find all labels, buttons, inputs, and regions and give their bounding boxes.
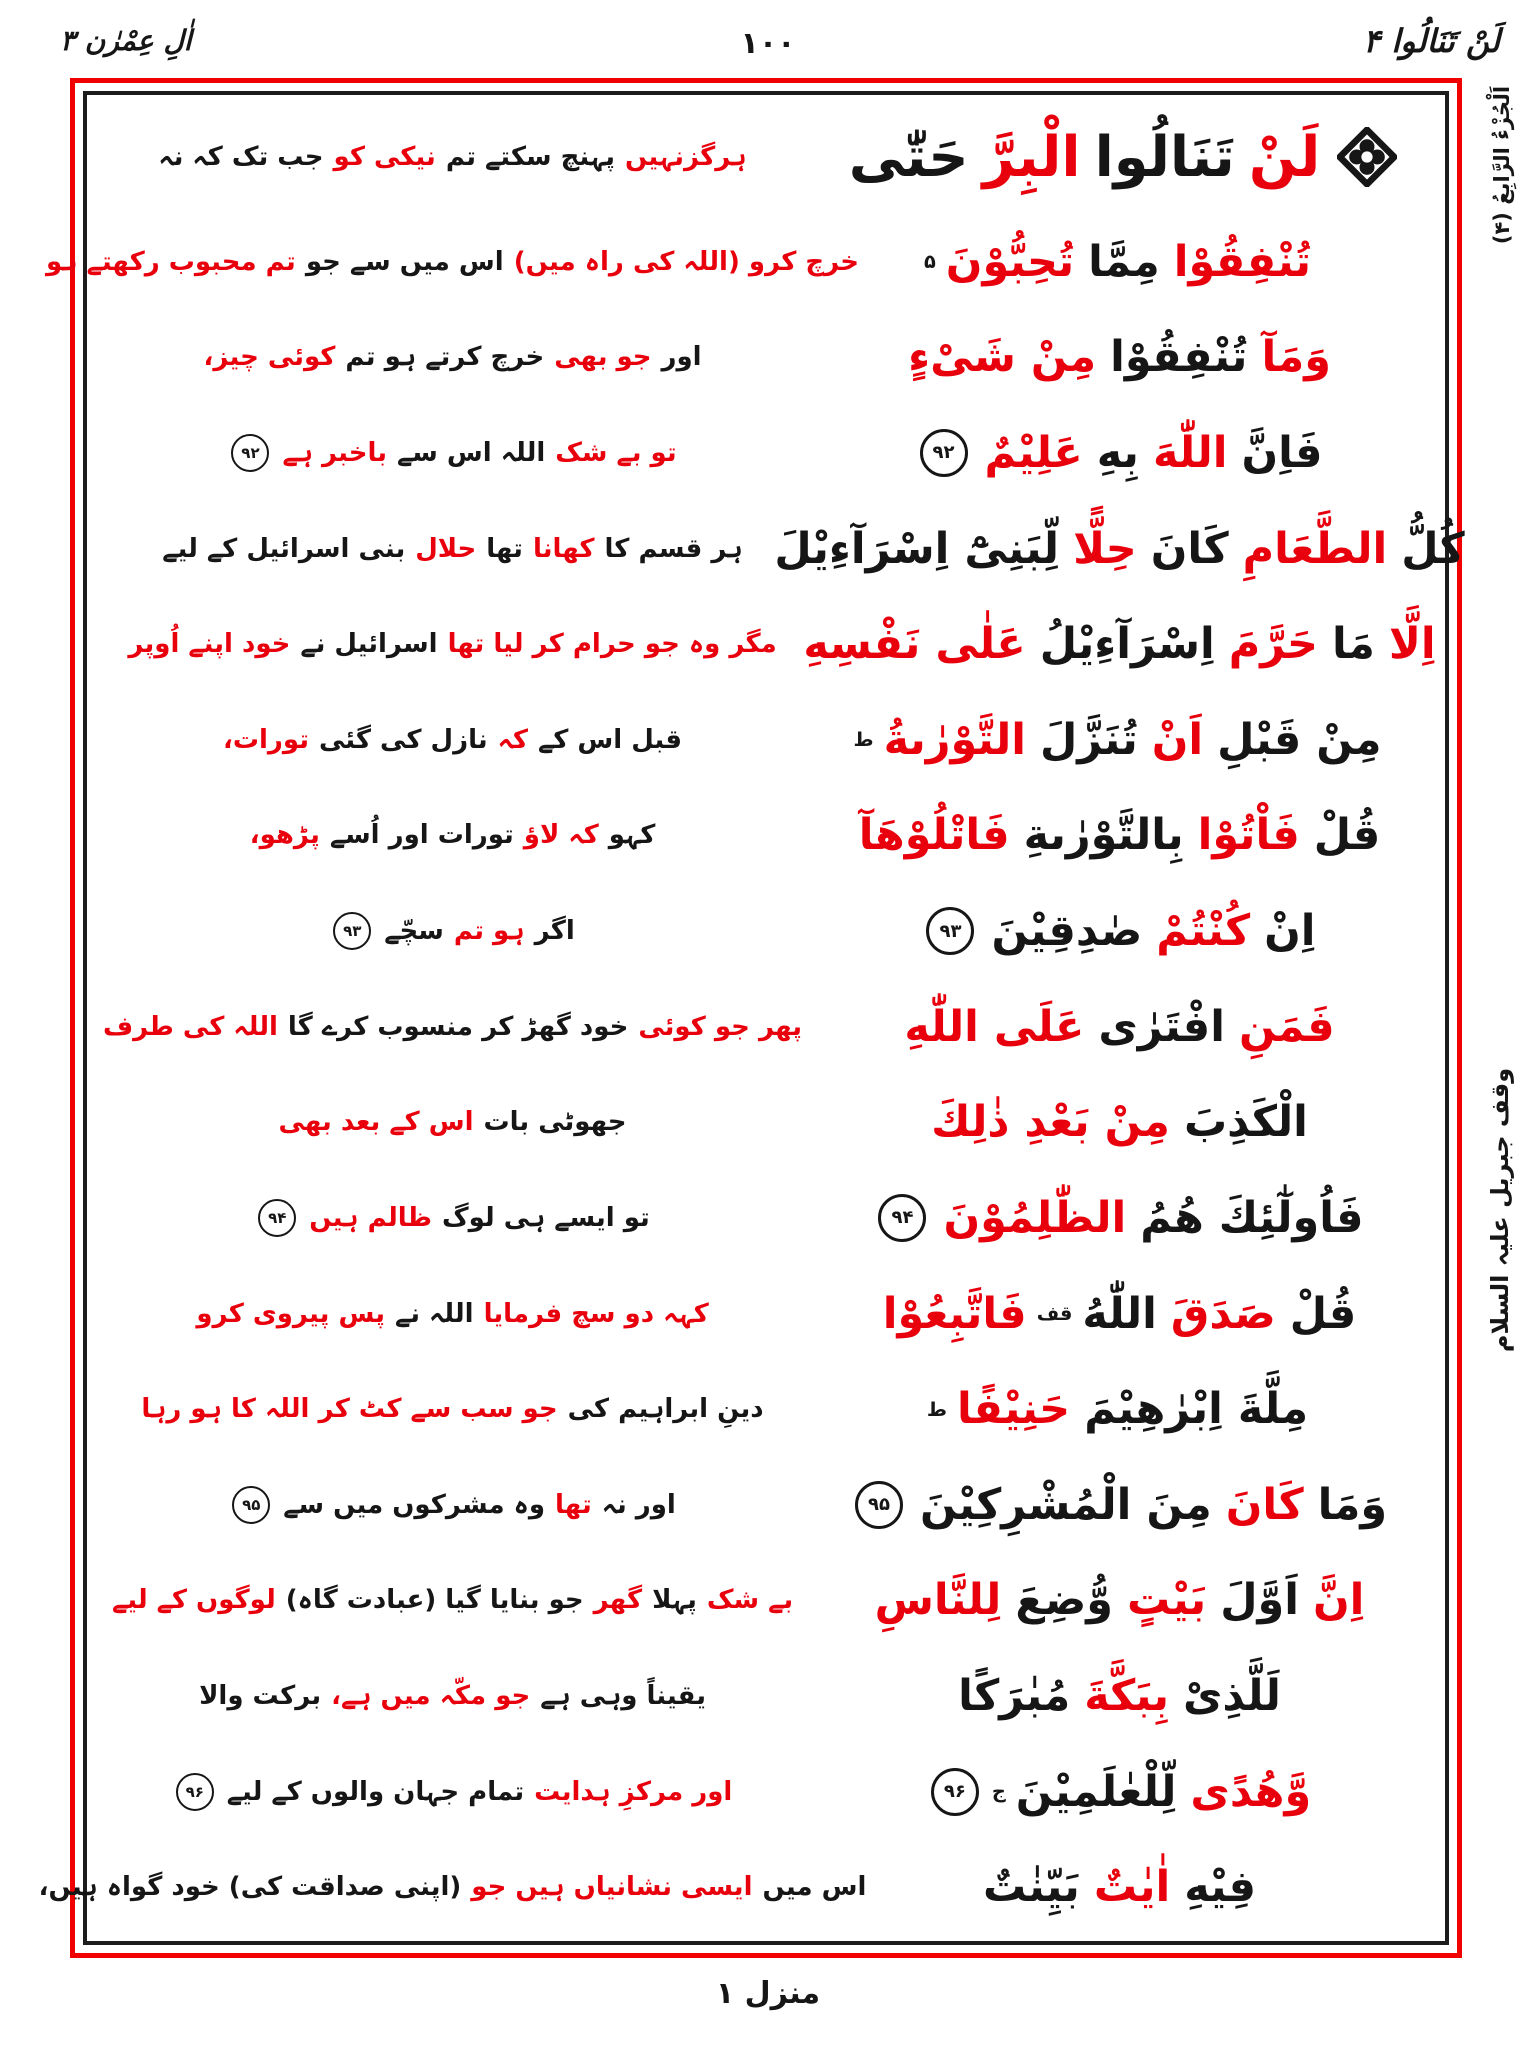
text-segment: وہ مشرکوں میں سے xyxy=(283,1489,546,1520)
text-segment: مَا xyxy=(1332,619,1375,670)
ayah-row xyxy=(99,405,1433,501)
ayah-row xyxy=(99,1170,1433,1266)
text-segment: اور xyxy=(661,342,702,373)
arabic-line xyxy=(806,237,1433,287)
text-segment: فِیْهِ xyxy=(1184,1862,1257,1913)
text-segment: تو بے شک xyxy=(555,437,677,468)
text-segment: حَرَّمَ xyxy=(1228,619,1319,670)
urdu-translation-line xyxy=(99,1681,806,1711)
text-segment: فَاِنَّ xyxy=(1241,427,1323,478)
text-segment: ہو تم xyxy=(453,916,525,947)
text-segment: اور مرکزِ ہدایت xyxy=(534,1776,733,1807)
arabic-line xyxy=(806,1289,1433,1339)
text-segment: کہ xyxy=(497,724,528,755)
text-segment: لَنْ xyxy=(1248,124,1321,190)
arabic-line xyxy=(806,715,1433,765)
text-segment: بَیِّنٰتٌ xyxy=(983,1862,1080,1913)
text-segment: جو بنایا گیا (عبادت گاہ) xyxy=(285,1585,584,1616)
text-segment: پھر جو کوئی xyxy=(638,1011,803,1042)
text-segment: الْبِرَّ xyxy=(982,124,1081,190)
text-segment: اس میں xyxy=(762,1872,867,1903)
urdu-translation-line xyxy=(99,1299,806,1329)
text-segment: لَلَّذِیْ xyxy=(1182,1671,1281,1722)
ayah-row xyxy=(99,692,1433,788)
urdu-translation-line xyxy=(99,534,806,564)
ayah-row xyxy=(99,309,1433,405)
text-segment: حِلًّا xyxy=(1073,523,1137,574)
text-segment: جھوٹی بات xyxy=(483,1107,627,1138)
ayah-row xyxy=(99,1744,1433,1840)
ayah-number-medallion: ۹۶ xyxy=(931,1768,979,1816)
text-segment: اِلَّا xyxy=(1388,619,1436,670)
text-segment: تورات، xyxy=(223,724,309,755)
text-segment: بَیْتٍ xyxy=(1126,1575,1207,1626)
waqf-mark: ط xyxy=(853,728,874,752)
arabic-line xyxy=(774,523,1465,574)
text-segment: نیکی کو xyxy=(333,142,436,173)
urdu-translation-line xyxy=(99,1012,806,1042)
outer-red-frame xyxy=(38,78,1465,1958)
ayah-row xyxy=(99,883,1433,979)
arabic-line xyxy=(806,1002,1433,1052)
text-segment: گھر xyxy=(593,1585,643,1616)
text-segment: وَمَآ xyxy=(1261,332,1331,383)
text-segment: نازل کی گئی xyxy=(318,724,488,755)
text-segment: ہر قسم کا xyxy=(604,533,743,564)
text-segment: بِالتَّوْرٰىةِ xyxy=(1023,810,1184,861)
text-segment: عَلَی اللّٰهِ xyxy=(904,1001,1085,1052)
text-segment: یقیناً وہی ہے xyxy=(540,1681,706,1712)
arabic-line xyxy=(806,1193,1433,1243)
text-segment: تھا xyxy=(555,1489,592,1520)
rub-el-hizb-ornament xyxy=(1337,127,1397,187)
text-segment: مِمَّا xyxy=(1088,236,1160,287)
ayah-row xyxy=(99,788,1433,884)
waqf-mark: قف xyxy=(1036,1302,1073,1326)
text-segment: جو سب سے کٹ کر اللہ کا ہو رہا xyxy=(141,1394,558,1425)
text-segment: الظّٰلِمُوْنَ xyxy=(943,1192,1127,1243)
ayah-row xyxy=(99,1553,1433,1649)
arabic-line xyxy=(806,906,1433,956)
arabic-line xyxy=(806,1767,1433,1817)
text-segment: اللہ کی طرف xyxy=(102,1011,278,1042)
text-segment: عَلٰی نَفْسِهِ xyxy=(803,619,1026,670)
text-segment: كُلُّ xyxy=(1401,523,1465,574)
ayah-row xyxy=(99,1266,1433,1362)
text-segment: جو بھی xyxy=(554,342,652,373)
text-segment: الطَّعَامِ xyxy=(1242,523,1388,574)
running-head-page-number: ۱۰۰ xyxy=(740,26,796,61)
text-segment: اَنْ xyxy=(1151,714,1204,765)
text-segment: حَتّٰى xyxy=(848,124,969,190)
arabic-line xyxy=(806,1862,1433,1912)
content-rows xyxy=(38,101,1465,1935)
text-segment: مُبٰرَكًا xyxy=(958,1671,1071,1722)
text-segment: کہہ دو سچ فرمایا xyxy=(483,1298,709,1329)
urdu-translation-line xyxy=(99,725,806,755)
arabic-line xyxy=(806,332,1433,382)
ayah-row xyxy=(99,1361,1433,1457)
ayah-row xyxy=(99,501,1465,597)
ayah-number-medallion: ۹۶ xyxy=(176,1773,214,1811)
text-segment: اللّٰهَ xyxy=(1152,427,1228,478)
arabic-line xyxy=(806,1575,1433,1625)
ayah-number-medallion: ۹۲ xyxy=(231,434,269,472)
text-segment: اسرائیل نے xyxy=(300,629,438,660)
text-segment: تَنَالُوا xyxy=(1094,124,1235,190)
urdu-translation-line xyxy=(99,342,806,372)
text-segment: تُنَزَّلَ xyxy=(1039,714,1138,765)
ayah-number-medallion: ۹۴ xyxy=(878,1194,926,1242)
text-segment: بِبَكَّةَ xyxy=(1084,1671,1169,1722)
ayah-number-medallion: ۹۵ xyxy=(855,1481,903,1529)
text-segment: فَاتَّبِعُوْا xyxy=(882,1288,1027,1339)
arabic-line xyxy=(806,1384,1433,1434)
text-segment: تُنْفِقُوْا xyxy=(1173,236,1312,287)
text-segment: پس پیروی کرو xyxy=(196,1298,385,1329)
text-segment: قُلْ xyxy=(1313,810,1381,861)
text-segment: كُنْتُمْ xyxy=(1156,906,1251,957)
text-segment: تورات اور اُسے xyxy=(329,820,514,851)
urdu-translation-line xyxy=(99,1585,806,1615)
margin-note-waqf: وقف جبریل علیہ السلام xyxy=(1486,1067,1514,1353)
ayah-row xyxy=(38,1839,1433,1935)
text-segment: صٰدِقِیْنَ xyxy=(991,906,1143,957)
text-segment: لوگوں کے لیے xyxy=(111,1585,276,1616)
urdu-translation-line xyxy=(99,142,806,172)
ayah-number-medallion: ۹۲ xyxy=(920,429,968,477)
text-segment: ہرگزنہیں xyxy=(624,142,747,173)
text-segment: اس کے بعد بھی xyxy=(278,1107,474,1138)
text-segment: اگر xyxy=(534,916,575,947)
arabic-line xyxy=(806,810,1433,860)
text-segment: مِنْ بَعْدِ ذٰلِكَ xyxy=(931,1097,1170,1148)
arabic-line xyxy=(806,1671,1433,1721)
text-segment: افْتَرٰى xyxy=(1098,1001,1225,1052)
text-segment: تُحِبُّوْنَ xyxy=(945,236,1075,287)
waqf-mark: ۵ xyxy=(923,250,936,274)
urdu-translation-line xyxy=(99,1394,806,1424)
ayah-row xyxy=(99,1074,1433,1170)
arabic-line xyxy=(806,428,1433,478)
ayah-row xyxy=(99,1457,1433,1553)
text-segment: فَاتْلُوْهَآ xyxy=(858,810,1010,861)
urdu-translation-line xyxy=(99,1773,806,1811)
text-segment: تھا xyxy=(486,533,523,564)
text-segment: مِنَ الْمُشْرِكِیْنَ xyxy=(919,1479,1212,1530)
text-segment: پہنچ سکتے تم xyxy=(445,142,615,173)
text-segment: اللّٰهُ xyxy=(1082,1288,1157,1339)
ayah-number-medallion: ۹۵ xyxy=(232,1486,270,1524)
text-segment: کہ لاؤ xyxy=(523,820,599,851)
text-segment: قبل اس کے xyxy=(537,724,683,755)
text-segment: بے شک xyxy=(706,1585,794,1616)
text-segment: اِسْرَآءِیْلُ xyxy=(1039,619,1215,670)
text-segment: مِنْ قَبْلِ xyxy=(1217,714,1382,765)
ayah-number-medallion: ۹۴ xyxy=(258,1199,296,1237)
urdu-translation-line xyxy=(99,912,806,950)
ayah-row xyxy=(99,979,1433,1075)
text-segment: صَدَقَ xyxy=(1170,1288,1276,1339)
ayah-row xyxy=(46,214,1433,310)
text-segment: حَنِیْفًا xyxy=(956,1384,1071,1435)
running-head-surah-name: اٰلِ عِمْرٰن ۳ xyxy=(60,24,192,57)
text-segment: پڑھو، xyxy=(249,820,320,851)
text-segment: فَاُولٰٓئِكَ هُمُ xyxy=(1140,1192,1364,1243)
ayah-row xyxy=(99,1648,1433,1744)
text-segment: تُنْفِقُوْا xyxy=(1110,332,1248,383)
inner-black-frame xyxy=(38,91,1465,1945)
text-segment: کہو xyxy=(608,820,656,851)
text-segment: ظالم ہیں xyxy=(309,1202,432,1233)
text-segment: اور نہ xyxy=(601,1489,676,1520)
text-segment: اٰیٰتٌ xyxy=(1093,1862,1171,1913)
text-segment: قُلْ xyxy=(1289,1288,1357,1339)
text-segment: باخبر ہے xyxy=(282,437,388,468)
text-segment: خود اپنے اُوپر xyxy=(128,629,291,660)
waqf-mark: ط xyxy=(926,1397,947,1421)
text-segment: اِنَّ xyxy=(1312,1575,1365,1626)
ayah-row xyxy=(99,101,1433,214)
text-segment: الْكَذِبَ xyxy=(1183,1097,1308,1148)
text-segment: فَمَنِ xyxy=(1238,1001,1335,1052)
text-segment: وَمَا xyxy=(1317,1479,1388,1530)
text-segment: اس میں سے جو xyxy=(305,246,504,277)
text-segment: دینِ ابراہیم کی xyxy=(567,1394,764,1425)
arabic-line xyxy=(806,1097,1433,1147)
text-segment: كَانَ xyxy=(1225,1479,1304,1530)
text-segment: فَاْتُوْا xyxy=(1197,810,1300,861)
text-segment: بِهِ xyxy=(1096,427,1139,478)
text-segment: کوئی چیز، xyxy=(203,342,336,373)
text-segment: مِلَّةَ اِبْرٰهِیْمَ xyxy=(1084,1384,1309,1435)
urdu-translation-line xyxy=(38,1872,867,1903)
urdu-translation-line xyxy=(99,1107,806,1137)
ayah-number-medallion: ۹۳ xyxy=(333,912,371,950)
arabic-line xyxy=(806,1480,1433,1530)
text-segment: مِنْ شَیْءٍ xyxy=(908,332,1097,383)
text-segment: خرچ کرتے ہو تم xyxy=(345,342,545,373)
margin-note-juz: اَلْجُزْءُ الرَّابِعُ (۴) xyxy=(1490,85,1514,245)
text-segment: تو ایسے ہی لوگ xyxy=(441,1202,650,1233)
text-segment: لِلنَّاسِ xyxy=(874,1575,1002,1626)
text-segment: جو مکّہ میں ہے، xyxy=(331,1681,531,1712)
ayah-row xyxy=(99,596,1436,692)
text-segment: وُّضِعَ xyxy=(1015,1575,1113,1626)
urdu-translation-line xyxy=(46,246,860,277)
text-segment: (اپنی صداقت کی) خود گواہ ہیں، xyxy=(38,1872,462,1903)
arabic-line xyxy=(806,125,1433,190)
text-segment: بنی اسرائیل کے لیے xyxy=(162,533,406,564)
text-segment: پہلا xyxy=(652,1585,697,1616)
running-head-juz-name: لَنْ تَنَالُوا ۴ xyxy=(1362,22,1500,60)
text-segment: ایسی نشانیاں ہیں جو xyxy=(471,1872,753,1903)
text-segment: وَّهُدًی xyxy=(1190,1766,1312,1817)
text-segment: حلال xyxy=(415,533,477,564)
text-segment: مگر وہ جو حرام کر لیا تھا xyxy=(447,629,777,660)
text-segment: خود گھڑ کر منسوب کرے گا xyxy=(287,1011,629,1042)
arabic-line xyxy=(803,619,1436,670)
manzil-label: منزل ۱ xyxy=(715,1976,821,2011)
text-segment: کھانا xyxy=(532,533,595,564)
text-segment: سچّے xyxy=(384,916,444,947)
text-segment: تم محبوب رکھتے ہو xyxy=(46,246,296,277)
waqf-mark: ج xyxy=(991,1780,1006,1804)
urdu-translation-line xyxy=(99,434,806,472)
text-segment: كَانَ xyxy=(1150,523,1229,574)
text-segment: عَلِیْمٌ xyxy=(984,427,1083,478)
text-segment: اَوَّلَ xyxy=(1220,1575,1299,1626)
text-segment: التَّوْرٰىةُ xyxy=(883,714,1026,765)
text-segment: اللہ اس سے xyxy=(397,437,546,468)
urdu-translation-line xyxy=(99,1486,806,1524)
text-segment: خرچ کرو (اللہ کی راہ میں) xyxy=(513,246,860,277)
urdu-translation-line xyxy=(99,1199,806,1237)
urdu-translation-line xyxy=(99,820,806,850)
text-segment: جب تک کہ نہ xyxy=(158,142,324,173)
ayah-number-medallion: ۹۳ xyxy=(926,907,974,955)
text-segment: لِّبَنِیْٓ اِسْرَآءِیْلَ xyxy=(774,523,1060,574)
text-segment: اِنْ xyxy=(1264,906,1316,957)
text-segment: لِّلْعٰلَمِیْنَ xyxy=(1015,1766,1177,1817)
text-segment: برکت والا xyxy=(199,1681,322,1712)
text-segment: تمام جہان والوں کے لیے xyxy=(226,1776,525,1807)
text-segment: اللہ نے xyxy=(394,1298,474,1329)
urdu-translation-line xyxy=(99,629,806,659)
